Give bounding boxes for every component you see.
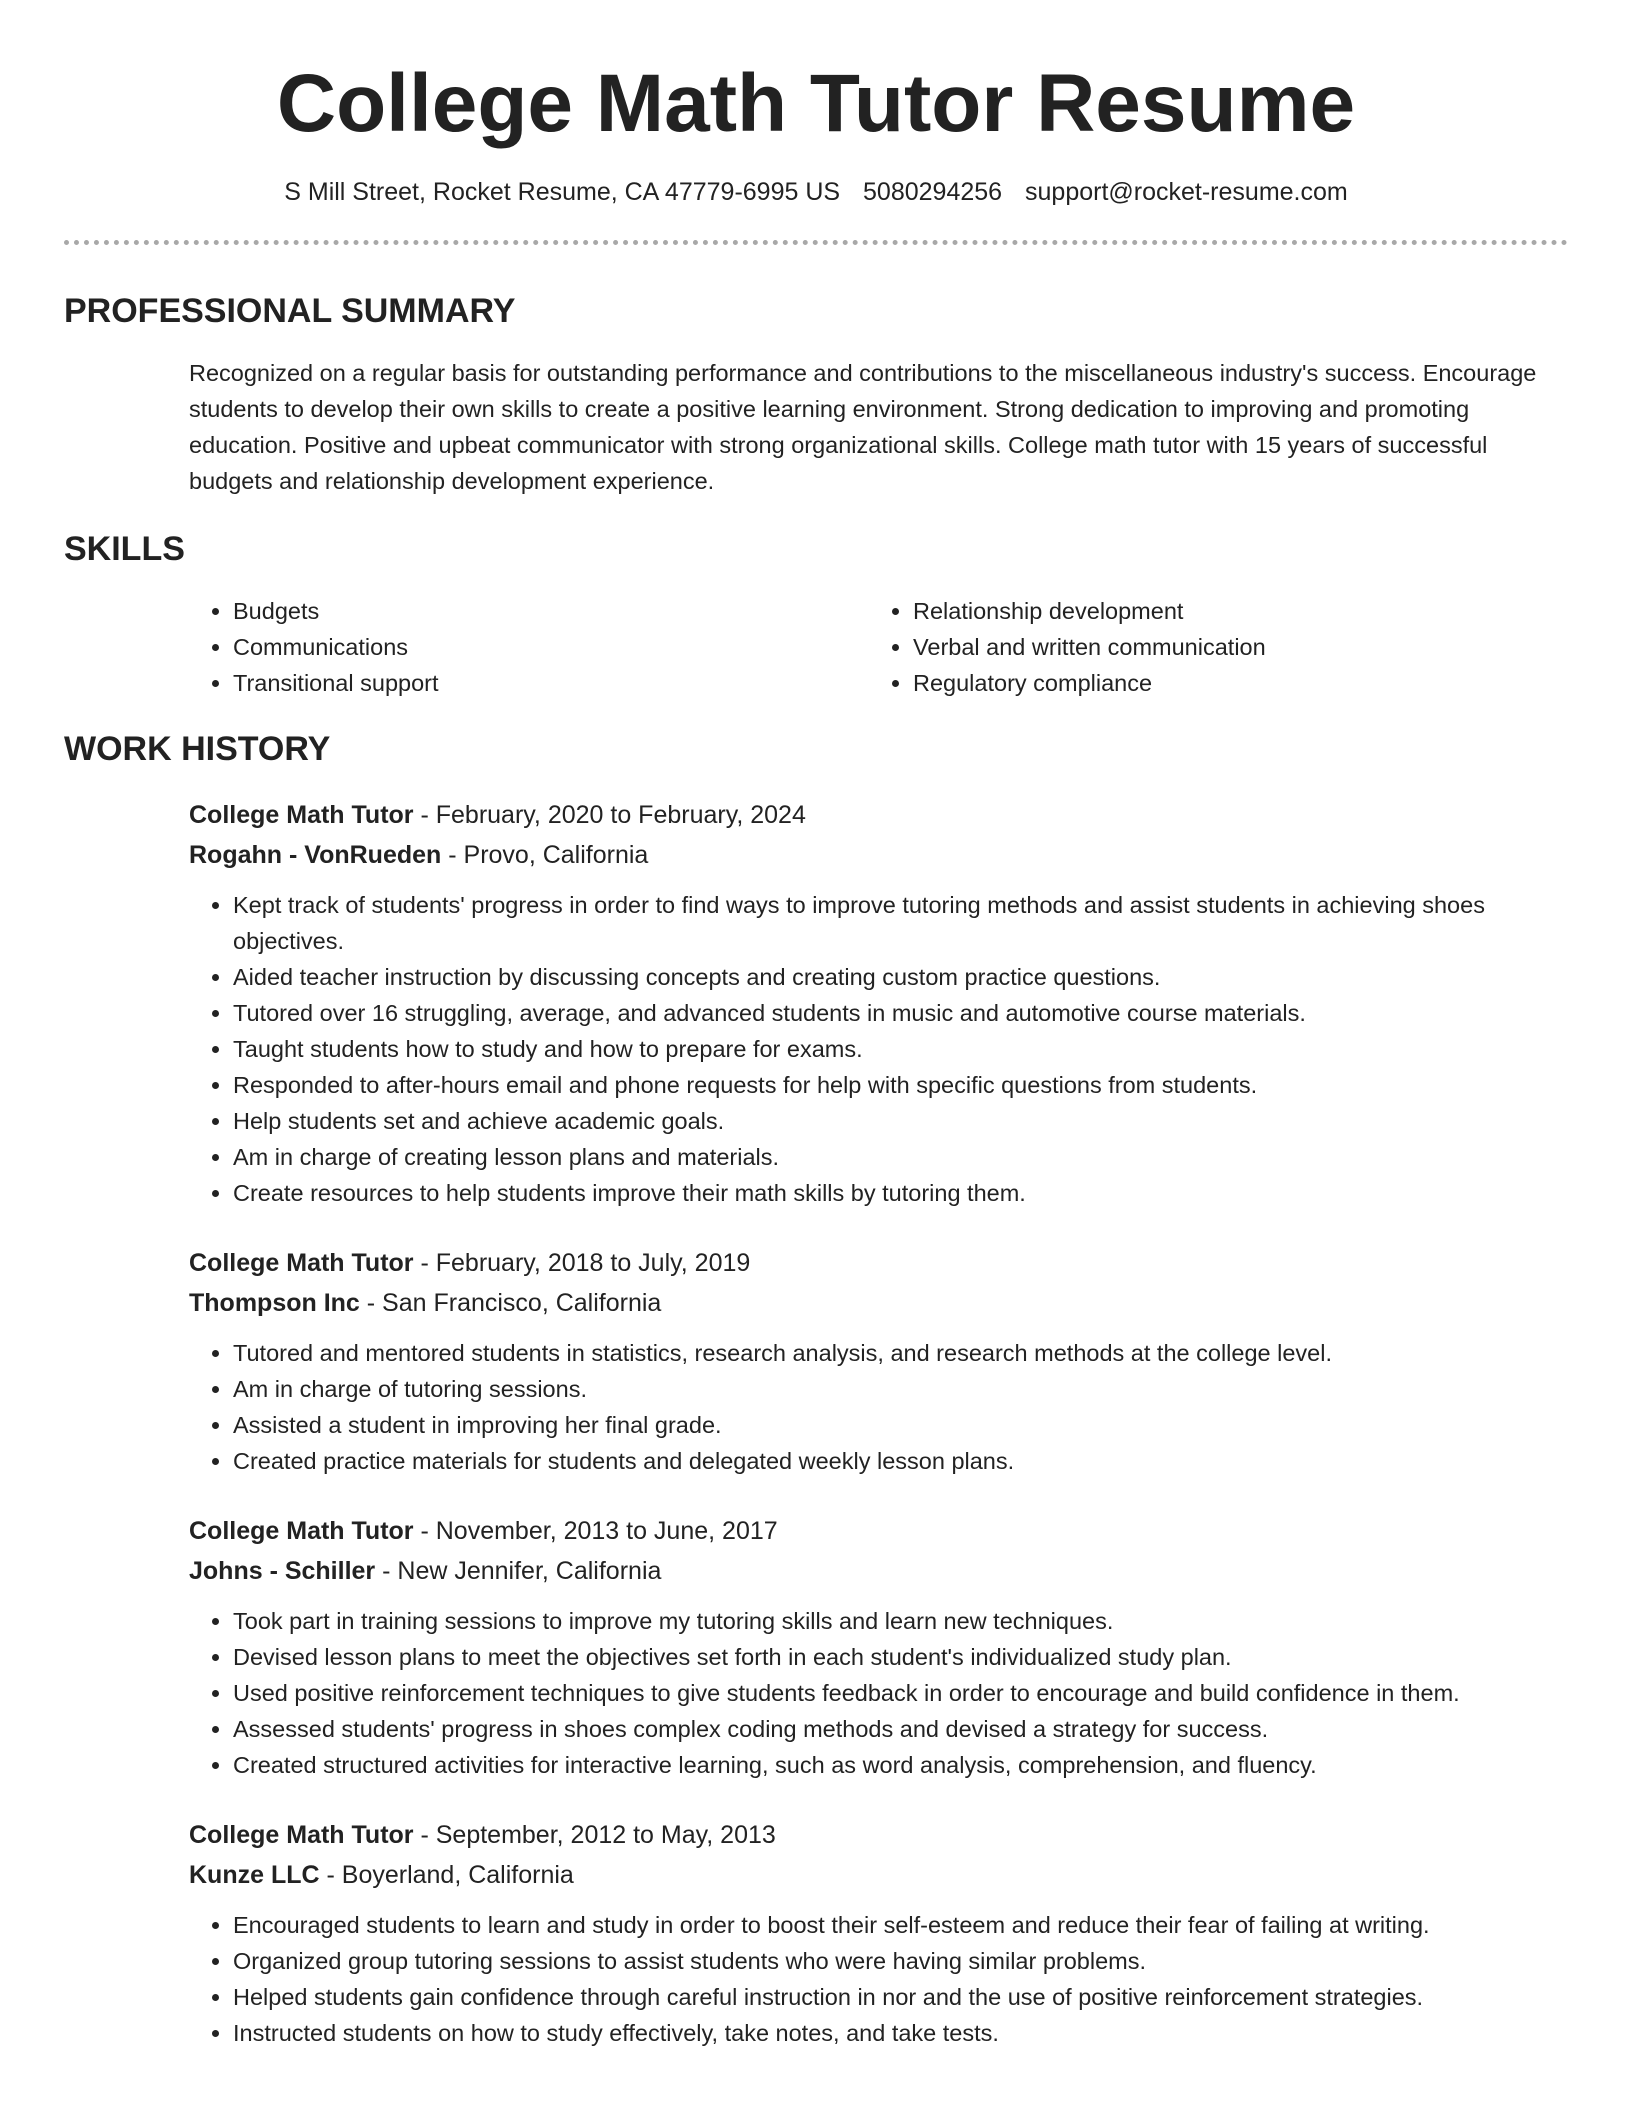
- job-company: Rogahn - VonRueden: [189, 841, 442, 869]
- job-bullet: • Assessed students' progress in shoes complex coding methods and devised a strategy for success.: [233, 1711, 1568, 1747]
- job-location: - San Francisco, California: [359, 1289, 662, 1317]
- job-title: College Math Tutor: [189, 1517, 414, 1545]
- job-bullet: • Instructed students on how to study effectively, take notes, and take tests.: [233, 2015, 1568, 2051]
- job-bullets: [189, 887, 1568, 1211]
- job-entry: [189, 1243, 1568, 1479]
- skill-item: • Verbal and written communication: [913, 629, 1266, 665]
- skill-item: • Regulatory compliance: [913, 665, 1266, 701]
- job-dates: - September, 2012 to May, 2013: [413, 1821, 776, 1849]
- header-divider: [64, 240, 1568, 245]
- contact-line: [64, 176, 1568, 208]
- job-title-line: [189, 1815, 1568, 1855]
- job-bullet: • Create resources to help students improve their math skills by tutoring them.: [233, 1175, 1568, 1211]
- job-bullet: • Organized group tutoring sessions to assist students who were having similar problems.: [233, 1943, 1568, 1979]
- job-bullets: [189, 1603, 1568, 1783]
- job-entry: [189, 795, 1568, 1211]
- contact-address: S Mill Street, Rocket Resume, CA 47779-6995 US: [284, 178, 841, 206]
- job-company: Johns - Schiller: [189, 1557, 376, 1585]
- job-location: - New Jennifer, California: [375, 1557, 662, 1585]
- job-dates: - February, 2020 to February, 2024: [413, 801, 806, 829]
- job-company-line: [189, 1283, 1568, 1323]
- job-company: Thompson Inc: [189, 1289, 360, 1317]
- work-history-heading: WORK HISTORY: [64, 730, 331, 768]
- job-title: College Math Tutor: [189, 1821, 414, 1849]
- job-bullet: • Am in charge of creating lesson plans and materials.: [233, 1139, 1568, 1175]
- skill-item: • Communications: [233, 629, 869, 665]
- skills-column-1: [189, 593, 869, 701]
- job-bullet: • Kept track of students' progress in order to find ways to improve tutoring methods and assist students in achieving shoes objectives.: [233, 887, 1568, 959]
- job-title: College Math Tutor: [189, 1249, 414, 1277]
- job-bullets: [189, 1907, 1568, 2051]
- contact-phone: 5080294256: [863, 178, 1003, 206]
- job-bullet: • Encouraged students to learn and study in order to boost their self-esteem and reduce their fear of failing at writing.: [233, 1907, 1568, 1943]
- job-title-line: [189, 1511, 1568, 1551]
- job-bullet: • Tutored and mentored students in statistics, research analysis, and research methods at the college level.: [233, 1335, 1568, 1371]
- job-bullet: • Created structured activities for interactive learning, such as word analysis, comprehension, and fluency.: [233, 1747, 1568, 1783]
- job-bullet: • Used positive reinforcement techniques to give students feedback in order to encourage and build confidence in them.: [233, 1675, 1568, 1711]
- summary-heading: PROFESSIONAL SUMMARY: [64, 292, 516, 330]
- job-bullet: • Tutored over 16 struggling, average, and advanced students in music and automotive course materials.: [233, 995, 1568, 1031]
- resume-title: College Math Tutor Resume: [276, 58, 1356, 149]
- job-bullet: • Aided teacher instruction by discussing concepts and creating custom practice questions.: [233, 959, 1568, 995]
- job-bullets: [189, 1335, 1568, 1479]
- job-location: - Boyerland, California: [319, 1861, 574, 1889]
- job-dates: - November, 2013 to June, 2017: [413, 1517, 778, 1545]
- job-bullet: • Created practice materials for students and delegated weekly lesson plans.: [233, 1443, 1568, 1479]
- job-bullet: • Responded to after-hours email and phone requests for help with specific questions from students.: [233, 1067, 1568, 1103]
- job-bullet: • Assisted a student in improving her final grade.: [233, 1407, 1568, 1443]
- job-title-line: [189, 795, 1568, 835]
- skills-heading: SKILLS: [64, 530, 185, 568]
- job-company: Kunze LLC: [189, 1861, 320, 1889]
- job-entry: [189, 1815, 1568, 2051]
- contact-email: support@rocket-resume.com: [1025, 178, 1348, 206]
- job-company-line: [189, 835, 1568, 875]
- job-entry: [189, 1511, 1568, 1783]
- skill-item: • Relationship development: [913, 593, 1266, 629]
- job-dates: - February, 2018 to July, 2019: [413, 1249, 751, 1277]
- job-bullet: • Took part in training sessions to improve my tutoring skills and learn new techniques.: [233, 1603, 1568, 1639]
- job-location: - Provo, California: [441, 841, 649, 869]
- job-bullet: • Devised lesson plans to meet the objectives set forth in each student's individualized study plan.: [233, 1639, 1568, 1675]
- skills-column-2: [869, 593, 1266, 701]
- job-company-line: [189, 1551, 1568, 1591]
- summary-text: Recognized on a regular basis for outstanding performance and contributions to the miscellaneous industry's success. Encourage students to develop their own skills to create a positive learning environment. Strong dedication to improving and promoting education. Positive and upbeat communicator with strong organizational skills. College math tutor with 15 years of successful budgets and relationship development experience.: [189, 360, 1537, 494]
- job-bullet: • Am in charge of tutoring sessions.: [233, 1371, 1568, 1407]
- job-company-line: [189, 1855, 1568, 1895]
- job-bullet: • Helped students gain confidence through careful instruction in nor and the use of positive reinforcement strategies.: [233, 1979, 1568, 2015]
- job-bullet: • Help students set and achieve academic goals.: [233, 1103, 1568, 1139]
- skill-item: • Transitional support: [233, 665, 869, 701]
- skills-list: [189, 593, 1568, 701]
- job-title: College Math Tutor: [189, 801, 414, 829]
- skill-item: • Budgets: [233, 593, 869, 629]
- job-title-line: [189, 1243, 1568, 1283]
- job-bullet: • Taught students how to study and how to prepare for exams.: [233, 1031, 1568, 1067]
